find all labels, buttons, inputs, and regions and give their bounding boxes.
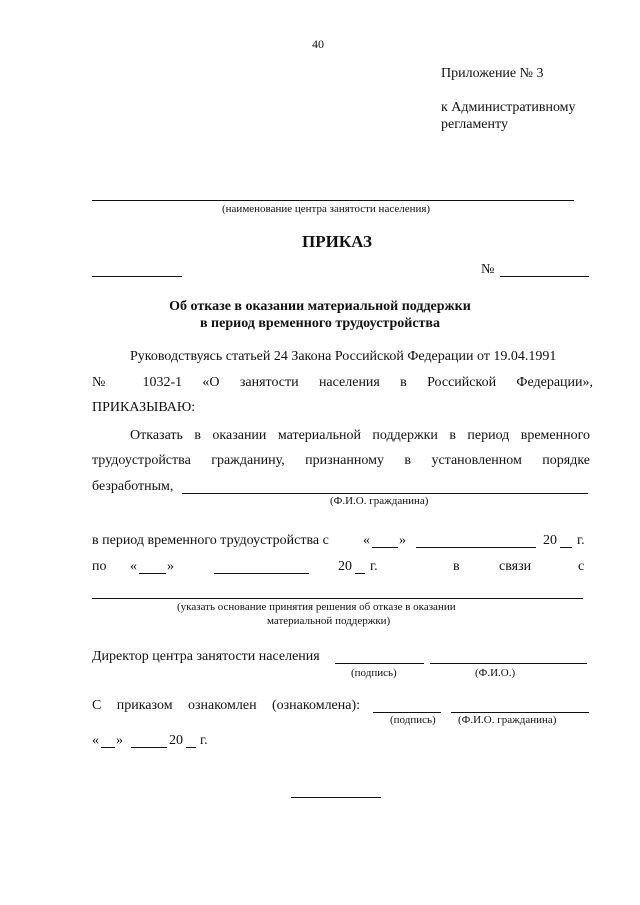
order-word: Отказать xyxy=(130,428,183,443)
basis-word: Федерации», xyxy=(516,375,594,390)
basis-line-2 xyxy=(92,375,593,391)
order-word: в xyxy=(404,453,412,468)
order-line-2 xyxy=(92,453,590,469)
number-line xyxy=(500,276,589,277)
period-end-month-line xyxy=(214,573,309,574)
order-word: временного xyxy=(520,428,591,443)
period-end-close-quote: » xyxy=(167,559,174,574)
acquainted-word: С xyxy=(92,698,102,713)
period-line-1-text: в период временного трудоустройства с xyxy=(92,533,329,548)
date-line xyxy=(92,276,182,277)
order-word: материальной xyxy=(277,428,361,443)
period-word-s: с xyxy=(578,559,585,574)
order-word: в xyxy=(449,428,456,443)
period-po: по xyxy=(92,559,107,574)
period-start-year-prefix: 20 xyxy=(543,533,557,548)
acquainted-sign-caption: (подпись) xyxy=(390,714,436,726)
document-title: ПРИКАЗ xyxy=(302,232,372,251)
basis-word: «О xyxy=(202,375,220,390)
citizen-fio-line xyxy=(182,493,588,494)
acquainted-date-open-quote: « xyxy=(92,733,99,748)
basis-word: Российской xyxy=(427,375,497,390)
acquainted-word: (ознакомлена): xyxy=(271,698,361,713)
period-word-v: в xyxy=(453,559,460,574)
order-word: в xyxy=(194,428,201,443)
closing-divider xyxy=(291,797,381,798)
order-word: поддержки xyxy=(372,428,438,443)
appendix-line-3: регламенту xyxy=(441,117,508,132)
subject-line-2: в период временного трудоустройства xyxy=(200,316,440,331)
period-word-svyazi: связи xyxy=(499,559,532,574)
basis-word: 1032-1 xyxy=(142,375,183,390)
order-word: оказании xyxy=(212,428,267,443)
acquainted-year-suffix: г. xyxy=(200,733,208,748)
acquainted-month-line xyxy=(131,747,167,748)
order-word: установленном xyxy=(431,453,522,468)
acquainted-word: приказом xyxy=(116,698,173,713)
period-start-open-quote: « xyxy=(363,533,370,548)
basis-word: занятости xyxy=(239,375,299,390)
order-line-1 xyxy=(130,428,590,444)
org-name-caption: (наименование центра занятости населения) xyxy=(222,203,431,215)
acquainted-day-line xyxy=(101,747,115,748)
period-end-open-quote: « xyxy=(130,559,137,574)
subject-line-1: Об отказе в оказании материальной поддержки xyxy=(169,299,471,314)
appendix-title: Приложение № 3 xyxy=(441,66,544,81)
period-start-year-line xyxy=(560,547,572,548)
order-word: трудоустройства xyxy=(92,453,191,468)
acquainted-word: ознакомлен xyxy=(187,698,257,713)
acquainted-sign-line xyxy=(373,712,441,713)
director-fio-line xyxy=(430,663,587,664)
period-end-year-line xyxy=(355,573,365,574)
order-word: период xyxy=(467,428,510,443)
director-sign-line xyxy=(335,663,424,664)
period-end-year-suffix: г. xyxy=(370,559,378,574)
order-line-3: безработным, xyxy=(92,479,174,494)
acquainted-date-close-quote: » xyxy=(116,733,123,748)
basis-word: в xyxy=(400,375,407,390)
appendix-line-2: к Административному xyxy=(441,100,576,115)
reason-line xyxy=(92,598,583,599)
period-start-year-suffix: г. xyxy=(577,533,585,548)
period-end-day-line xyxy=(139,573,166,574)
basis-word: населения xyxy=(318,375,380,390)
order-keyword: ПРИКАЗЫВАЮ: xyxy=(92,400,196,415)
acquainted-year-line xyxy=(186,747,196,748)
number-sign: № xyxy=(481,262,495,277)
reason-caption-line-1: (указать основание принятия решения об отказе в оказании xyxy=(177,601,456,613)
period-start-month-line xyxy=(416,547,536,548)
director-sign-caption: (подпись) xyxy=(351,667,397,679)
period-start-day-line xyxy=(372,547,398,548)
period-start-close-quote: » xyxy=(399,533,406,548)
basis-line-1: Руководствуясь статьей 24 Закона Российской Федерации от 19.04.1991 xyxy=(130,349,557,364)
org-name-line xyxy=(92,200,574,201)
page-number: 40 xyxy=(312,37,324,51)
order-word: гражданину, xyxy=(211,453,285,468)
period-end-year-prefix: 20 xyxy=(338,559,352,574)
reason-caption-line-2: материальной поддержки) xyxy=(267,615,391,627)
director-label: Директор центра занятости населения xyxy=(92,649,320,664)
acquainted-fio-caption: (Ф.И.О. гражданина) xyxy=(458,714,557,726)
director-fio-caption: (Ф.И.О.) xyxy=(475,667,516,679)
acquainted-fio-line xyxy=(451,712,589,713)
order-word: признанному xyxy=(305,453,384,468)
citizen-fio-caption: (Ф.И.О. гражданина) xyxy=(330,495,429,507)
acquainted-label xyxy=(92,698,360,714)
basis-word: № xyxy=(92,375,123,390)
acquainted-year-prefix: 20 xyxy=(169,733,183,748)
order-word: порядке xyxy=(542,453,591,468)
